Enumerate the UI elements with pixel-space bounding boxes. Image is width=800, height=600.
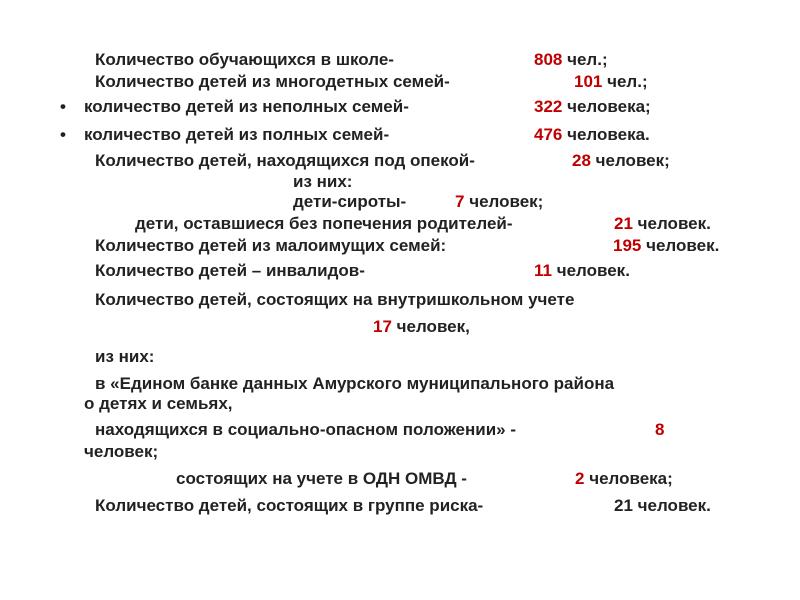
risk-group-label: Количество детей, состоящих в группе риска- bbox=[95, 496, 484, 515]
low-income-label: Количество детей из малоимущих семей: bbox=[95, 236, 447, 255]
guardianship-unit: человек; bbox=[595, 151, 670, 170]
social-danger-value: 8 bbox=[655, 420, 665, 439]
guardianship-stat bbox=[572, 151, 670, 171]
inschool-register-stat bbox=[373, 317, 470, 337]
odn-register-label: состоящих на учете в ОДН ОМВД - bbox=[176, 469, 467, 488]
no-parental-care-label: дети, оставшиеся без попечения родителей- bbox=[135, 214, 513, 233]
databank-line-1: в «Едином банке данных Амурского муниципального района bbox=[95, 374, 615, 393]
large-families-stat bbox=[574, 72, 648, 92]
students-unit: чел.; bbox=[567, 50, 608, 69]
inschool-register-label: Количество детей, состоящих на внутришкольном учете bbox=[95, 290, 575, 309]
orphans-value: 7 bbox=[455, 192, 465, 211]
large-families-unit: чел.; bbox=[607, 72, 648, 91]
disabled-unit: человек. bbox=[556, 261, 630, 280]
low-income-stat bbox=[613, 236, 719, 256]
large-families-value: 101 bbox=[574, 72, 603, 91]
of-them-label: из них: bbox=[293, 172, 353, 191]
inschool-register-value: 17 bbox=[373, 317, 392, 336]
disabled-label: Количество детей – инвалидов- bbox=[95, 261, 365, 280]
incomplete-families-label: количество детей из неполных семей- bbox=[84, 97, 409, 116]
odn-register-stat bbox=[575, 469, 673, 489]
orphans-stat bbox=[455, 192, 543, 212]
incomplete-families-stat bbox=[534, 97, 651, 117]
of-them-label: из них: bbox=[95, 347, 155, 366]
social-danger-unit: человек; bbox=[84, 442, 159, 461]
bullet-icon: • bbox=[60, 125, 66, 144]
bullet-icon: • bbox=[60, 97, 66, 116]
risk-group-value: 21 bbox=[614, 496, 633, 515]
risk-group-unit: человек. bbox=[637, 496, 711, 515]
orphans-unit: человек; bbox=[469, 192, 544, 211]
odn-register-unit: человека; bbox=[589, 469, 673, 488]
incomplete-families-unit: человека; bbox=[567, 97, 651, 116]
low-income-value: 195 bbox=[613, 236, 642, 255]
large-families-label: Количество детей из многодетных семей- bbox=[95, 72, 450, 91]
guardianship-label: Количество детей, находящихся под опекой- bbox=[95, 151, 475, 170]
complete-families-label: количество детей из полных семей- bbox=[84, 125, 390, 144]
social-danger-label: находящихся в социально-опасном положении» - bbox=[95, 420, 517, 439]
disabled-stat bbox=[534, 261, 630, 281]
no-parental-care-value: 21 bbox=[614, 214, 633, 233]
databank-line-2: о детях и семьях, bbox=[84, 394, 233, 413]
no-parental-care-stat bbox=[614, 214, 711, 234]
inschool-register-unit: человек, bbox=[396, 317, 470, 336]
no-parental-care-unit: человек. bbox=[637, 214, 711, 233]
complete-families-unit: человека. bbox=[567, 125, 650, 144]
odn-register-value: 2 bbox=[575, 469, 585, 488]
low-income-unit: человек. bbox=[646, 236, 720, 255]
risk-group-stat bbox=[614, 496, 711, 516]
students-label: Количество обучающихся в школе- bbox=[95, 50, 394, 69]
orphans-label: дети-сироты- bbox=[293, 192, 407, 211]
students-stat bbox=[534, 50, 608, 70]
disabled-value: 11 bbox=[534, 261, 552, 280]
students-value: 808 bbox=[534, 50, 563, 69]
complete-families-stat bbox=[534, 125, 650, 145]
incomplete-families-value: 322 bbox=[534, 97, 563, 116]
guardianship-value: 28 bbox=[572, 151, 591, 170]
complete-families-value: 476 bbox=[534, 125, 563, 144]
